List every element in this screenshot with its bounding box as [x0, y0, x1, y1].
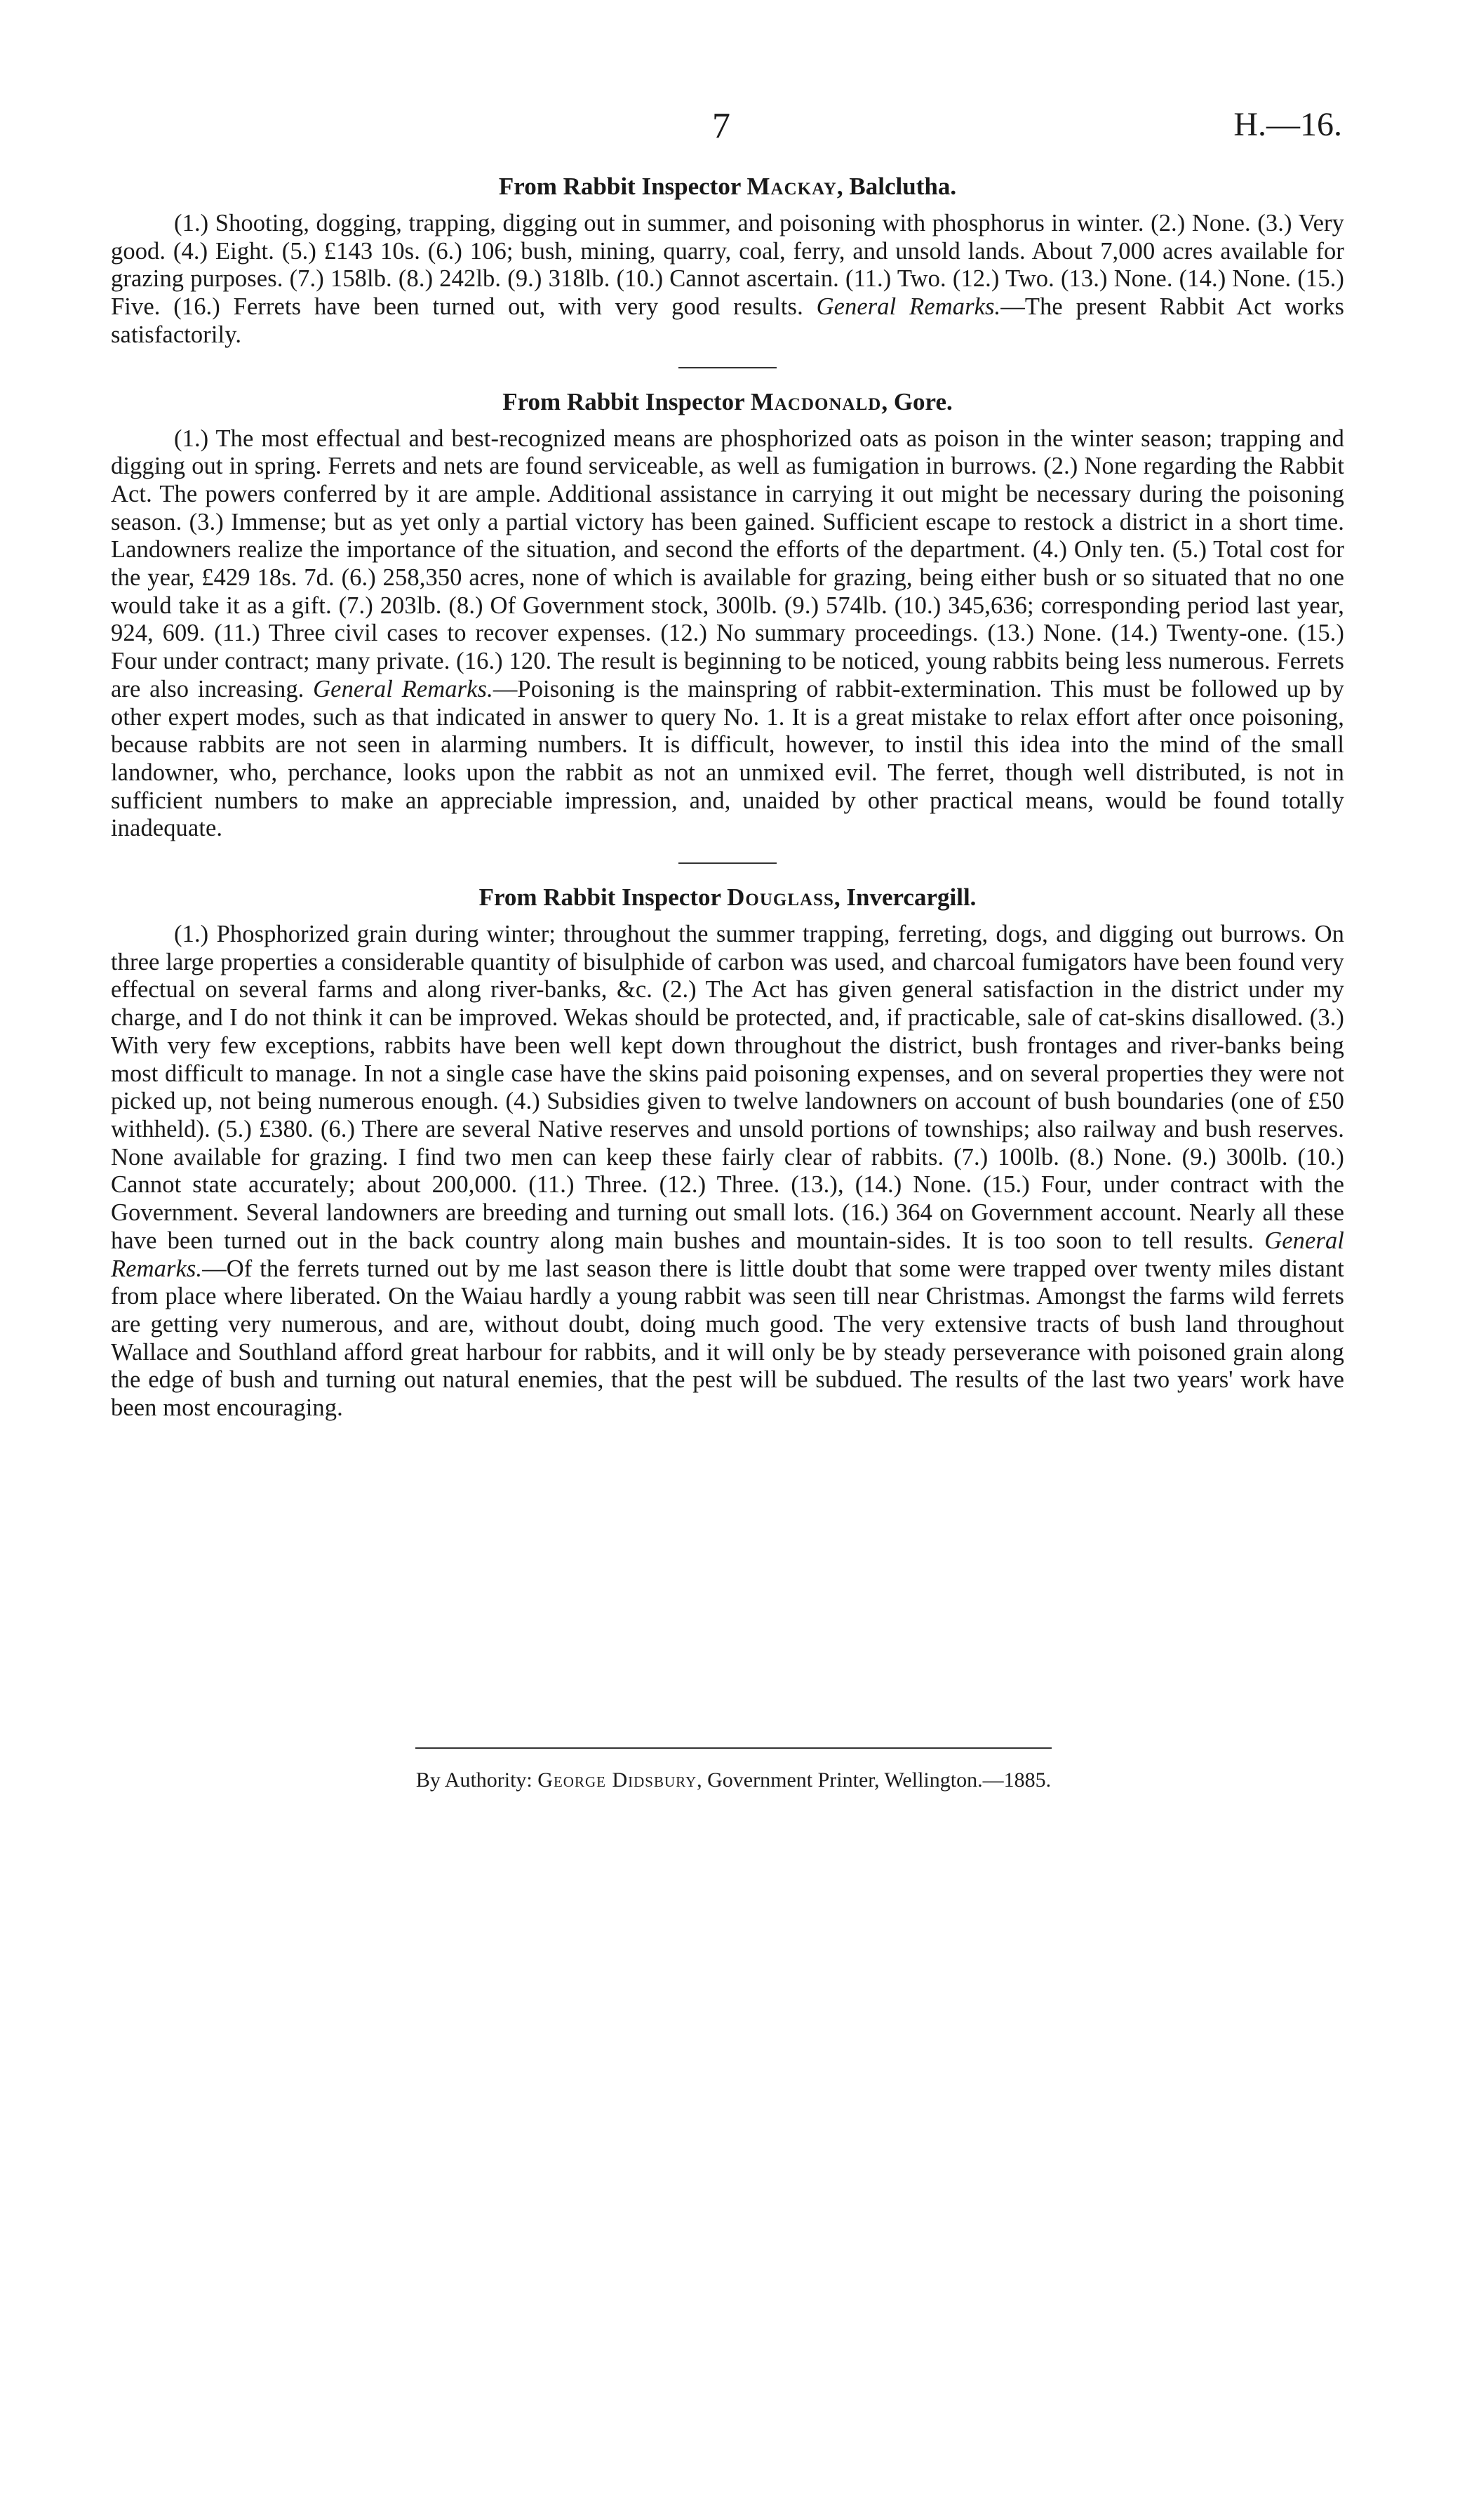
section-heading: From Rabbit Inspector Mackay, Balclutha.	[498, 173, 957, 200]
section-divider	[678, 367, 777, 368]
report-paragraph: (1.) Phosphorized grain during winter; throughout the summer trapping, ferreting, dogs, and digging out burrows. On three large properties a considerable quantity of bisulphide of carbon was used, and charcoal fumigators have been found very effectual on several farms and along river-banks, &c. (2.) The Act has given general satisfaction in the district under my charge, and I do not think it can be improved. Wekas should be protected, and, if practicable, sale of cat-skins disallowed. (3.) With very few exceptions, rabbits have been well kept down throughout the district, bush frontages and river-banks being most difficult to manage. In not a single case have the skins paid poisoning expenses, and on several properties they were not picked up, not being numerous enough. (4.) Subsidies given to twelve landowners on account of bush boundaries (one of £50 withheld). (5.) £380. (6.) There are several Native reserves and unsold portions of townships; also railway and bush reserves. None available for grazing. I find two men can keep these fairly clear of rabbits. (7.) 100lb. (8.) None. (9.) 300lb. (10.) Cannot state accurately; about 200,000. (11.) Three. (12.) Three. (13.), (14.) None. (15.) Four, under contract with the Government. Several landowners are breeding and turning out small lots. (16.) 364 on Government account. Nearly all these have been turned out in the back country along main bushes and mountain-sides. It is too soon to tell results. General Remarks.—Of the ferrets turned out by me last season there is little doubt that some were trapped over twenty miles distant from place where liberated. On the Waiau hardly a young rabbit was seen till near Christmas. Amongst the farms wild ferrets are getting very numerous, and are, without doubt, doing much good. The very extensive tracts of bush land throughout Wallace and Southland afford great harbour for rabbits, and it will only be by steady perseverance with poisoned grain along the edge of bush and turning out natural enemies, that the pest will be subdued. The results of the last two years' work have been most encouraging.	[111, 921, 1344, 1422]
report-section-macdonald	[111, 387, 1344, 844]
section-divider	[678, 862, 777, 864]
report-paragraph: (1.) Shooting, dogging, trapping, digging out in summer, and poisoning with phosphorus in winter. (2.) None. (3.) Very good. (4.) Eight. (5.) £143 10s. (6.) 106; bush, mining, quarry, coal, ferry, and unsold lands. About 7,000 acres available for grazing purposes. (7.) 158lb. (8.) 242lb. (9.) 318lb. (10.) Cannot ascertain. (11.) Two. (12.) Two. (13.) None. (14.) None. (15.) Five. (16.) Ferrets have been turned out, with very good results. General Remarks.—The present Rabbit Act works satisfactorily.	[111, 210, 1344, 348]
printer-imprint: By Authority: George Didsbury, Government Printer, Wellington.—1885.	[415, 1768, 1052, 1792]
remarks-label: General Remarks.	[816, 293, 1001, 321]
section-heading: From Rabbit Inspector Macdonald, Gore.	[502, 387, 953, 415]
remarks-label: General Remarks.	[313, 675, 493, 702]
report-body	[111, 172, 1344, 1422]
inspector-name: Macdonald	[750, 387, 882, 415]
printer-name: George Didsbury	[537, 1768, 697, 1792]
report-section-mackay	[111, 172, 1344, 349]
footer-divider	[415, 1747, 1052, 1749]
remarks-label: General Remarks.	[111, 1227, 1344, 1282]
page-number: 7	[712, 106, 730, 146]
report-paragraph: (1.) The most effectual and best-recognized means are phosphorized oats as poison in the winter season; trapping and digging out in spring. Ferrets and nets are found serviceable, as well as fumigation in burrows. (2.) None regarding the Rabbit Act. The powers conferred by it are ample. Additional assistance in carrying it out might be necessary during the poisoning season. (3.) Immense; but as yet only a partial victory has been gained. Sufficient escape to restock a district in a short time. Landowners realize the importance of the situation, and second the efforts of the department. (4.) Only ten. (5.) Total cost for the year, £429 18s. 7d. (6.) 258,350 acres, none of which is available for grazing, being either bush or so situated that no one would take it as a gift. (7.) 203lb. (8.) Of Government stock, 300lb. (9.) 574lb. (10.) 345,636; corresponding period last year, 924, 609. (11.) Three civil cases to recover expenses. (12.) No summary proceedings. (13.) None. (14.) Twenty-one. (15.) Four under contract; many private. (16.) 120. The result is beginning to be noticed, young rabbits being less numerous. Ferrets are also increasing. General Remarks.—Poisoning is the mainspring of rabbit-extermination. This must be followed up by other expert modes, such as that indicated in answer to query No. 1. It is a great mistake to relax effort after once poisoning, because rabbits are not seen in alarming numbers. It is difficult, however, to instil this idea into the mind of the small landowner, who, perchance, looks upon the rabbit as not an unmixed evil. The ferret, though well distributed, is not in sufficient numbers to make an appreciable impression, and, unaided by other practical means, would be found totally inadequate.	[111, 425, 1344, 842]
document-reference: H.—16.	[1233, 106, 1342, 143]
inspector-name: Douglass	[727, 884, 834, 912]
inspector-name: Mackay	[746, 173, 837, 200]
report-section-douglass	[111, 883, 1344, 1422]
section-heading: From Rabbit Inspector Douglass, Invercargill.	[478, 884, 977, 912]
